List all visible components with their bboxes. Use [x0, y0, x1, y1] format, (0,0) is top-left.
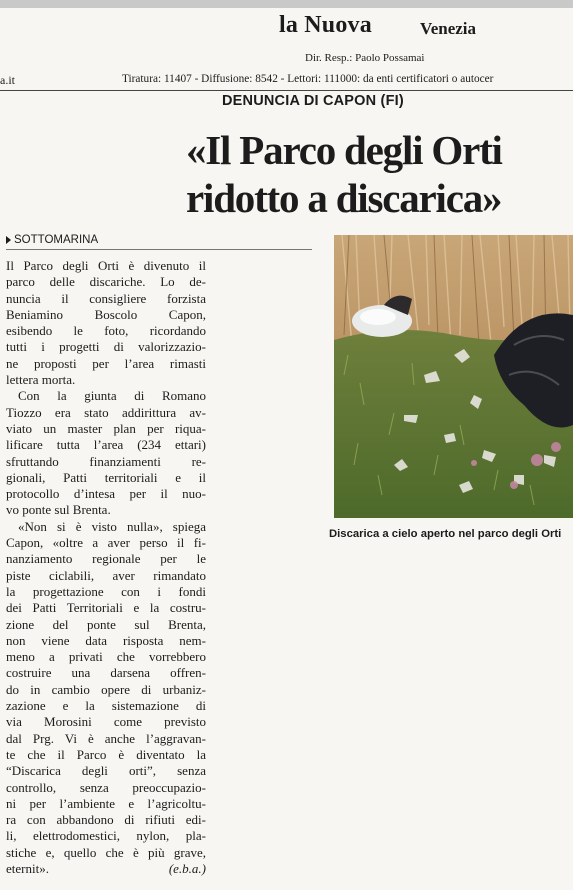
body-line: vo ponte sul Brenta. — [6, 502, 111, 518]
article-body — [6, 258, 206, 877]
header-divider — [0, 90, 573, 91]
body-line: lificare tutta l’area (234 ettari) — [6, 437, 206, 453]
body-line: Beniamino Boscolo Capon, — [6, 306, 206, 322]
body-line: non viene data risposta nem- — [6, 632, 206, 648]
body-line: dal Prg. Vi è anche l’aggravan- — [6, 730, 206, 746]
body-line: controllo, senza preoccupazio- — [6, 779, 206, 795]
body-line: ra con abbandono di rifiuti edi- — [6, 812, 206, 828]
body-line: lettera morta. — [6, 372, 76, 388]
body-line: piste ciclabili, aver rimandato — [6, 567, 206, 583]
body-line: ni per l’ambiente e l’agricoltu- — [6, 795, 206, 811]
body-line: stiche e, quello che è più grave, — [6, 844, 206, 860]
body-line: Capon, «oltre a aver perso il fi- — [6, 535, 206, 551]
masthead-city: Venezia — [420, 19, 477, 38]
director-line: Dir. Resp.: Paolo Possamai — [305, 52, 425, 64]
masthead-title: la Nuova — [279, 12, 372, 38]
body-line: Tiozzo era stato addirittura av- — [6, 404, 206, 420]
landfill-photo-illustration — [334, 235, 573, 518]
body-line: do in cambio opere di urbaniz- — [6, 681, 206, 697]
body-line: nuncia il consigliere forzista — [6, 290, 206, 306]
top-strip — [0, 0, 573, 8]
body-line: parco delle discariche. Lo de- — [6, 274, 206, 290]
body-line: tutti i progetti di valorizzazio- — [6, 339, 206, 355]
circulation-line: Tiratura: 11407 - Diffusione: 8542 - Lettori: 111000: da enti certificatori o autocer — [122, 73, 494, 85]
body-line: nanziamento regionale per le — [6, 551, 206, 567]
body-line: «Non si è visto nulla», spiega — [18, 518, 206, 534]
body-line: “Discarica degli orti”, senza — [6, 763, 206, 779]
body-line: la progettazione con i fondi — [6, 583, 206, 599]
article-kicker: DENUNCIA DI CAPON (FI) — [222, 93, 404, 109]
body-line: meno a privati che vorrebbero — [6, 649, 206, 665]
body-line: li, elettrodomestici, nylon, pla- — [6, 828, 206, 844]
url-fragment: a.it — [0, 73, 15, 87]
body-line: sfruttando finanziamenti re- — [6, 453, 206, 469]
body-line: Con la giunta di Romano — [18, 388, 206, 404]
section-label — [6, 234, 98, 246]
body-line: zazione e la sistemazione di — [6, 698, 206, 714]
section-divider — [6, 249, 312, 250]
headline-line: «Il Parco degli Orti — [186, 127, 502, 173]
body-line: ne proposti per l’area rimasti — [6, 355, 206, 371]
section-name: SOTTOMARINA — [14, 234, 99, 246]
section-marker-icon — [6, 236, 11, 244]
body-line: eternit». — [6, 860, 49, 876]
body-line: viato un master plan per riqua- — [6, 420, 206, 436]
body-line: Il Parco degli Orti è divenuto il — [6, 258, 206, 273]
photo-caption: Discarica a cielo aperto nel parco degli Orti — [329, 528, 562, 540]
article-headline — [186, 126, 502, 222]
body-line: dei Patti Territoriali e la costru- — [6, 600, 206, 616]
body-line: via Morosini come previsto — [6, 714, 206, 730]
article-signature: (e.b.a.) — [168, 860, 206, 876]
body-line: costruire una darsena offren- — [6, 665, 206, 681]
body-line: zione del ponte sul Brenta, — [6, 616, 206, 632]
body-line: te che il Parco è diventato la — [6, 746, 206, 762]
headline-line: ridotto a discarica» — [186, 175, 502, 221]
article-photo — [334, 235, 573, 518]
body-line: esibendo le foto, ricordando — [6, 323, 206, 339]
body-line: gionali, Patti territoriali e il — [6, 469, 206, 485]
body-last-line — [6, 861, 206, 877]
body-line: protocollo d’intesa per il nuo- — [6, 486, 206, 502]
